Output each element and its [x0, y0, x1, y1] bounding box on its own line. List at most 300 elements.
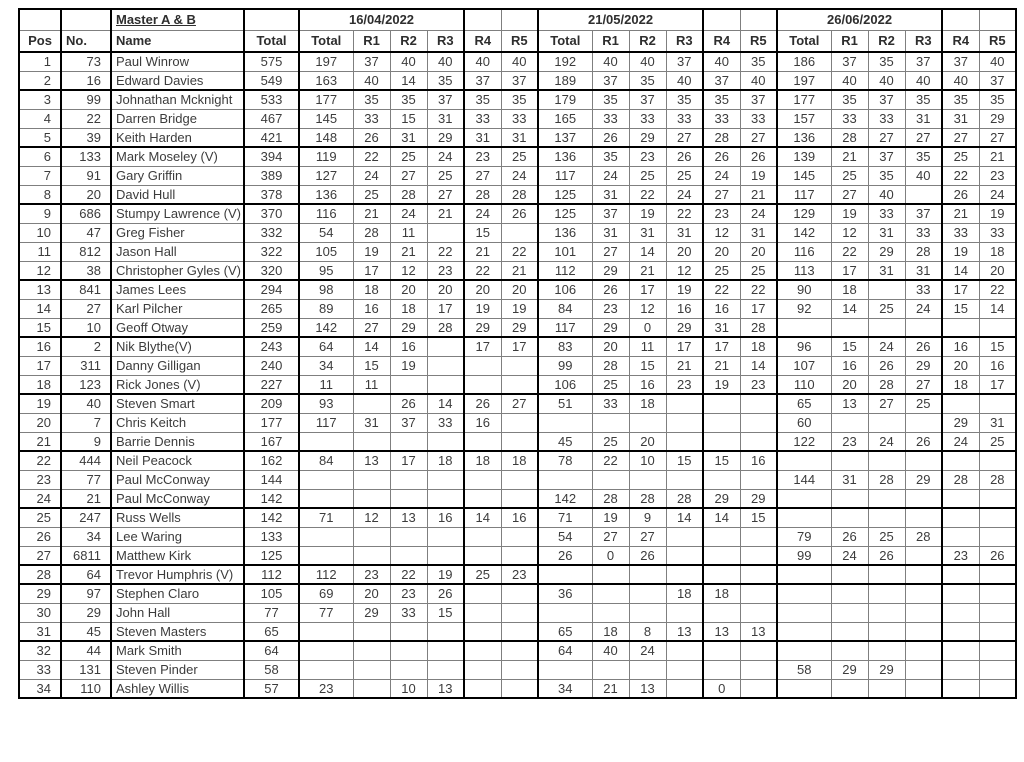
round-cell: 26	[868, 546, 905, 565]
round-cell: 18	[501, 451, 538, 470]
round-cell	[501, 527, 538, 546]
round-cell: 40	[905, 166, 942, 185]
round-cell	[831, 565, 868, 584]
name-cell: Steven Smart	[111, 394, 244, 413]
round-cell: 14	[390, 71, 427, 90]
name-header: Name	[111, 30, 244, 52]
round-cell: 20	[629, 432, 666, 451]
round-cell: 22	[427, 242, 464, 261]
event-total-cell: 36	[538, 584, 592, 603]
table-row	[19, 527, 1016, 546]
event-total-cell: 99	[777, 546, 831, 565]
event-total-cell: 165	[538, 109, 592, 128]
event-total-cell: 23	[299, 679, 353, 698]
table-row	[19, 223, 1016, 242]
name-cell: Gary Griffin	[111, 166, 244, 185]
event-total-cell	[538, 470, 592, 489]
no-cell: 131	[61, 660, 111, 679]
event-total-cell: 92	[777, 299, 831, 318]
round-cell: 19	[592, 508, 629, 527]
round-cell	[979, 489, 1016, 508]
round-cell: 24	[592, 166, 629, 185]
round-cell: 21	[979, 147, 1016, 166]
round-cell: 18	[427, 451, 464, 470]
round-cell: 9	[629, 508, 666, 527]
round-cell: 28	[629, 489, 666, 508]
round-cell: 11	[353, 375, 390, 394]
event-total-cell	[538, 603, 592, 622]
round-cell: 24	[979, 185, 1016, 204]
no-cell: 47	[61, 223, 111, 242]
event-total-cell: 136	[538, 223, 592, 242]
round-header: R2	[868, 30, 905, 52]
event-total-cell	[777, 565, 831, 584]
round-cell: 15	[942, 299, 979, 318]
no-spacer-cell	[61, 9, 111, 30]
round-cell: 33	[905, 223, 942, 242]
name-cell: Steven Pinder	[111, 660, 244, 679]
round-cell: 15	[979, 337, 1016, 356]
event-total-cell: 122	[777, 432, 831, 451]
event-total-cell: 145	[777, 166, 831, 185]
season-total-cell: 575	[244, 52, 299, 71]
round-cell: 22	[740, 280, 777, 299]
round-cell: 25	[868, 299, 905, 318]
round-cell: 31	[703, 318, 740, 337]
name-cell: Edward Davies	[111, 71, 244, 90]
round-cell	[464, 584, 501, 603]
round-cell	[905, 565, 942, 584]
r5-spacer-cell	[979, 9, 1016, 30]
round-cell: 29	[353, 603, 390, 622]
round-cell: 19	[427, 565, 464, 584]
round-cell	[390, 432, 427, 451]
name-cell: John Hall	[111, 603, 244, 622]
name-cell: Christopher Gyles (V)	[111, 261, 244, 280]
round-cell	[666, 679, 703, 698]
r4-spacer-cell	[703, 9, 740, 30]
round-cell: 18	[831, 280, 868, 299]
round-header: R4	[942, 30, 979, 52]
round-cell: 27	[464, 166, 501, 185]
season-total-cell: 370	[244, 204, 299, 223]
pos-cell: 6	[19, 147, 61, 166]
round-cell	[942, 679, 979, 698]
round-cell: 25	[353, 185, 390, 204]
round-cell	[831, 641, 868, 660]
round-cell	[905, 584, 942, 603]
season-total-cell: 58	[244, 660, 299, 679]
round-cell: 25	[905, 394, 942, 413]
round-cell: 16	[703, 299, 740, 318]
round-cell: 28	[592, 356, 629, 375]
pos-cell: 20	[19, 413, 61, 432]
table-row	[19, 242, 1016, 261]
round-cell	[740, 432, 777, 451]
round-cell: 40	[666, 71, 703, 90]
round-cell: 16	[353, 299, 390, 318]
season-total-cell: 227	[244, 375, 299, 394]
round-cell: 37	[501, 71, 538, 90]
round-cell	[501, 679, 538, 698]
table-row	[19, 432, 1016, 451]
event-total-cell: 77	[299, 603, 353, 622]
round-cell	[427, 641, 464, 660]
round-cell	[905, 622, 942, 641]
round-cell	[390, 375, 427, 394]
table-row	[19, 109, 1016, 128]
round-cell: 14	[703, 508, 740, 527]
round-cell: 31	[868, 223, 905, 242]
round-cell	[390, 660, 427, 679]
round-cell	[629, 603, 666, 622]
table-row	[19, 489, 1016, 508]
round-cell	[501, 641, 538, 660]
round-cell: 26	[905, 432, 942, 451]
round-cell: 23	[592, 299, 629, 318]
round-cell: 17	[703, 337, 740, 356]
round-cell: 27	[740, 128, 777, 147]
round-cell: 17	[831, 261, 868, 280]
round-cell	[501, 546, 538, 565]
round-cell	[353, 470, 390, 489]
round-cell: 23	[666, 375, 703, 394]
round-cell: 28	[905, 527, 942, 546]
round-cell: 13	[629, 679, 666, 698]
round-cell: 17	[979, 375, 1016, 394]
event-total-cell: 117	[538, 166, 592, 185]
round-cell: 27	[868, 394, 905, 413]
round-cell: 18	[353, 280, 390, 299]
round-cell	[942, 641, 979, 660]
event-total-header: Total	[299, 30, 353, 52]
round-cell	[831, 622, 868, 641]
event-total-cell: 65	[538, 622, 592, 641]
name-cell: Paul Winrow	[111, 52, 244, 71]
round-cell	[831, 318, 868, 337]
round-cell: 35	[464, 90, 501, 109]
round-cell	[905, 451, 942, 470]
round-cell	[831, 489, 868, 508]
round-cell	[427, 470, 464, 489]
round-header: R1	[592, 30, 629, 52]
round-cell: 33	[629, 109, 666, 128]
event-total-cell: 101	[538, 242, 592, 261]
table-row	[19, 280, 1016, 299]
round-cell	[740, 527, 777, 546]
round-cell: 23	[501, 565, 538, 584]
pos-cell: 19	[19, 394, 61, 413]
pos-cell: 2	[19, 71, 61, 90]
round-cell: 14	[831, 299, 868, 318]
round-cell: 13	[353, 451, 390, 470]
round-cell: 27	[629, 527, 666, 546]
round-cell: 15	[390, 109, 427, 128]
round-cell: 21	[703, 356, 740, 375]
round-cell: 14	[740, 356, 777, 375]
round-cell: 0	[592, 546, 629, 565]
round-cell: 29	[703, 489, 740, 508]
season-total-cell: 549	[244, 71, 299, 90]
event-total-cell: 142	[538, 489, 592, 508]
round-cell	[427, 660, 464, 679]
round-cell	[979, 603, 1016, 622]
round-cell: 29	[464, 318, 501, 337]
round-cell: 21	[464, 242, 501, 261]
round-cell: 10	[629, 451, 666, 470]
round-cell: 24	[390, 204, 427, 223]
no-cell: 21	[61, 489, 111, 508]
round-cell	[501, 375, 538, 394]
round-cell	[390, 546, 427, 565]
round-cell	[979, 660, 1016, 679]
round-cell: 37	[592, 204, 629, 223]
round-cell: 29	[905, 470, 942, 489]
round-cell	[868, 565, 905, 584]
round-cell: 28	[703, 128, 740, 147]
round-cell	[942, 622, 979, 641]
event-total-cell	[538, 660, 592, 679]
round-cell: 25	[666, 166, 703, 185]
round-cell: 11	[629, 337, 666, 356]
round-cell: 29	[427, 128, 464, 147]
round-cell	[464, 660, 501, 679]
round-cell: 11	[390, 223, 427, 242]
no-cell: 9	[61, 432, 111, 451]
round-cell: 21	[666, 356, 703, 375]
pos-cell: 14	[19, 299, 61, 318]
no-header: No.	[61, 30, 111, 52]
round-cell: 24	[501, 166, 538, 185]
event-date-3: 26/06/2022	[777, 9, 942, 30]
season-total-cell: 265	[244, 299, 299, 318]
name-cell: Johnathan Mcknight	[111, 90, 244, 109]
season-total-cell: 105	[244, 584, 299, 603]
event-total-cell: 197	[299, 52, 353, 71]
event-total-cell: 26	[538, 546, 592, 565]
round-cell	[831, 451, 868, 470]
round-cell: 17	[464, 337, 501, 356]
round-cell: 19	[390, 356, 427, 375]
round-cell	[666, 641, 703, 660]
pos-cell: 9	[19, 204, 61, 223]
round-cell: 16	[740, 451, 777, 470]
round-cell	[666, 527, 703, 546]
event-total-cell: 163	[299, 71, 353, 90]
name-cell: Rick Jones (V)	[111, 375, 244, 394]
round-cell: 37	[353, 52, 390, 71]
round-cell	[740, 394, 777, 413]
round-cell: 35	[831, 90, 868, 109]
round-cell	[501, 356, 538, 375]
event-total-cell: 71	[538, 508, 592, 527]
round-cell	[703, 394, 740, 413]
round-cell: 40	[868, 185, 905, 204]
event-total-cell: 157	[777, 109, 831, 128]
name-cell: Barrie Dennis	[111, 432, 244, 451]
no-cell: 45	[61, 622, 111, 641]
round-cell: 27	[592, 242, 629, 261]
round-cell: 12	[666, 261, 703, 280]
round-cell	[592, 470, 629, 489]
round-cell: 13	[427, 679, 464, 698]
results-table-body	[19, 52, 1016, 698]
round-cell	[740, 679, 777, 698]
round-cell	[703, 432, 740, 451]
pos-cell: 34	[19, 679, 61, 698]
round-cell	[942, 489, 979, 508]
round-cell: 31	[390, 128, 427, 147]
round-cell	[740, 660, 777, 679]
round-cell	[740, 584, 777, 603]
round-cell: 23	[740, 375, 777, 394]
round-cell: 21	[353, 204, 390, 223]
event-total-cell: 65	[777, 394, 831, 413]
round-cell: 23	[390, 584, 427, 603]
round-cell: 29	[831, 660, 868, 679]
round-cell: 22	[390, 565, 427, 584]
event-total-cell	[299, 660, 353, 679]
round-cell: 33	[592, 394, 629, 413]
round-cell	[501, 223, 538, 242]
round-cell: 24	[427, 147, 464, 166]
date-header-row	[19, 9, 1016, 30]
round-cell	[464, 527, 501, 546]
round-cell: 20	[501, 280, 538, 299]
round-cell	[501, 489, 538, 508]
event-total-cell	[299, 432, 353, 451]
round-cell: 25	[501, 147, 538, 166]
season-total-cell: 389	[244, 166, 299, 185]
table-row	[19, 413, 1016, 432]
event-total-cell: 177	[777, 90, 831, 109]
r4-spacer-cell	[942, 9, 979, 30]
round-cell: 19	[942, 242, 979, 261]
event-total-cell	[777, 584, 831, 603]
event-total-cell: 110	[777, 375, 831, 394]
round-cell: 19	[353, 242, 390, 261]
event-total-cell: 106	[538, 280, 592, 299]
round-cell: 31	[666, 223, 703, 242]
pos-cell: 18	[19, 375, 61, 394]
event-total-cell: 137	[538, 128, 592, 147]
round-cell: 24	[353, 166, 390, 185]
round-cell: 40	[831, 71, 868, 90]
no-cell: 44	[61, 641, 111, 660]
season-total-cell: 378	[244, 185, 299, 204]
round-cell: 33	[942, 223, 979, 242]
pos-cell: 28	[19, 565, 61, 584]
round-cell: 29	[905, 356, 942, 375]
round-cell	[427, 337, 464, 356]
round-cell	[390, 641, 427, 660]
round-cell	[427, 489, 464, 508]
season-total-cell: 240	[244, 356, 299, 375]
round-cell: 21	[501, 261, 538, 280]
no-cell: 841	[61, 280, 111, 299]
event-total-cell	[299, 527, 353, 546]
round-cell: 26	[592, 280, 629, 299]
round-cell: 22	[703, 280, 740, 299]
round-cell: 17	[740, 299, 777, 318]
round-cell: 29	[592, 318, 629, 337]
season-total-cell: 320	[244, 261, 299, 280]
table-row	[19, 128, 1016, 147]
round-cell: 40	[390, 52, 427, 71]
name-cell: Neil Peacock	[111, 451, 244, 470]
round-cell: 35	[979, 90, 1016, 109]
round-cell	[831, 508, 868, 527]
round-cell: 35	[703, 90, 740, 109]
pos-header: Pos	[19, 30, 61, 52]
round-cell	[353, 622, 390, 641]
round-cell	[905, 318, 942, 337]
season-total-cell: 142	[244, 489, 299, 508]
round-cell: 15	[464, 223, 501, 242]
event-total-cell: 139	[777, 147, 831, 166]
round-cell: 22	[629, 185, 666, 204]
round-cell	[464, 356, 501, 375]
round-cell: 28	[831, 128, 868, 147]
round-cell: 31	[942, 109, 979, 128]
round-cell: 31	[464, 128, 501, 147]
round-cell: 16	[629, 375, 666, 394]
event-total-cell: 145	[299, 109, 353, 128]
season-total-cell: 394	[244, 147, 299, 166]
round-cell: 26	[501, 204, 538, 223]
pos-cell: 12	[19, 261, 61, 280]
round-cell: 20	[942, 356, 979, 375]
round-cell	[979, 679, 1016, 698]
round-cell: 37	[666, 52, 703, 71]
round-cell: 37	[868, 90, 905, 109]
round-cell: 35	[629, 71, 666, 90]
round-cell	[427, 432, 464, 451]
event-total-cell: 142	[777, 223, 831, 242]
round-cell: 24	[740, 204, 777, 223]
round-cell	[905, 413, 942, 432]
round-cell: 26	[831, 527, 868, 546]
round-cell	[868, 622, 905, 641]
event-total-cell: 11	[299, 375, 353, 394]
round-cell: 22	[501, 242, 538, 261]
event-total-cell	[299, 641, 353, 660]
round-cell: 40	[427, 52, 464, 71]
round-cell: 28	[464, 185, 501, 204]
round-cell: 22	[831, 242, 868, 261]
round-cell	[979, 527, 1016, 546]
table-row	[19, 622, 1016, 641]
event-total-cell: 136	[538, 147, 592, 166]
round-cell: 28	[501, 185, 538, 204]
event-total-cell: 148	[299, 128, 353, 147]
season-total-cell: 162	[244, 451, 299, 470]
round-cell: 15	[353, 356, 390, 375]
round-cell	[831, 679, 868, 698]
round-cell: 40	[501, 52, 538, 71]
round-cell: 31	[979, 413, 1016, 432]
round-cell: 29	[629, 128, 666, 147]
season-total-cell: 57	[244, 679, 299, 698]
round-cell: 18	[666, 584, 703, 603]
round-cell: 19	[464, 299, 501, 318]
round-cell	[905, 603, 942, 622]
event-total-cell: 125	[538, 185, 592, 204]
round-cell: 17	[390, 451, 427, 470]
pos-cell: 1	[19, 52, 61, 71]
event-total-cell: 105	[299, 242, 353, 261]
round-cell: 26	[390, 394, 427, 413]
